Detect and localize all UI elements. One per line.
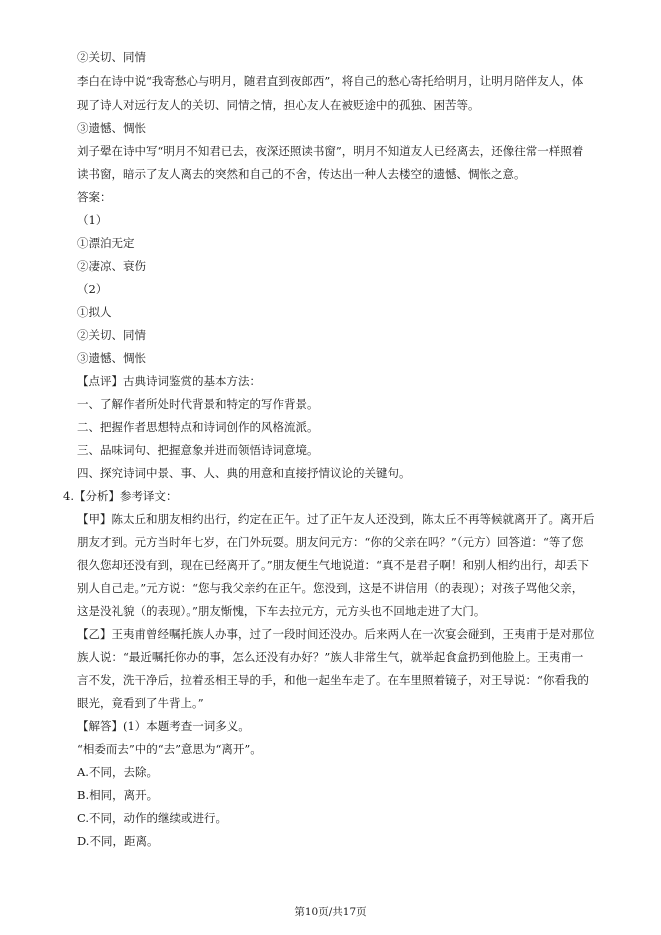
text-line: 眼光，竟看到了牛背上。” [77, 696, 204, 710]
text-line: 三、品味词句、把握意象并进而领悟诗词意境。 [77, 443, 319, 457]
text-line: 二、把握作者思想特点和诗词创作的风格流派。 [77, 420, 319, 434]
page-number-footer: 第10页/共17页 [294, 906, 367, 918]
text-line: 读书窗，暗示了友人离去的突然和自己的不舍，传达出一种人去楼空的遗憾、惆怅之意。 [77, 167, 526, 181]
text-line: 李白在诗中说“我寄愁心与明月，随君直到夜郎西”，将自己的愁心寄托给明月，让明月陪伴友人，体 [77, 74, 584, 88]
text-line: 现了诗人对远行友人的关切、同情之情，担心友人在被贬途中的孤独、困苦等。 [77, 98, 480, 112]
text-line: ③遗憾、惆怅 [77, 351, 146, 365]
text-line: 刘子翚在诗中写“明月不知君已去，夜深还照读书窗”，明月不知道友人已经离去，还像往常一样照着 [77, 144, 584, 158]
text-line: 别人自己走。”元方说：“您与我父亲约在正午。您没到，这是不讲信用（的表现）；对孩子骂他父亲， [77, 581, 584, 595]
text-line: （2） [77, 282, 108, 296]
text-line: 答案： [77, 190, 112, 204]
text-line: 很久您却还没有到，现在已经离开了。”朋友便生气地说道：“真不是君子啊！和别人相约出行，却丢下 [77, 558, 590, 572]
text-line: 4.【分析】参考译文： [63, 489, 178, 503]
text-line: ②关切、同情 [77, 50, 146, 64]
text-line: “相委而去”中的“去”意思为“离开”。 [77, 742, 262, 756]
text-line: B.相同，离开。 [77, 788, 159, 802]
text-line: ②关切、同情 [77, 328, 146, 342]
text-line: ①拟人 [77, 305, 112, 319]
text-line: ②凄凉、衰伤 [77, 259, 146, 273]
text-line: 【乙】王夷甫曾经嘱托族人办事，过了一段时间还没办。后来两人在一次宴会碰到，王夷甫于是对那位 [77, 627, 595, 641]
text-line: A.不同，去除。 [77, 765, 158, 779]
text-line: 【解答】(1）本题考查一词多义。 [77, 719, 250, 733]
text-line: ③遗憾、惆怅 [77, 121, 146, 135]
text-line: 朋友才到。元方当时年七岁，在门外玩耍。朋友问元方：“你的父亲在吗？”（元方）回答道：“等了您 [77, 535, 584, 549]
text-line: 【甲】陈太丘和朋友相约出行，约定在正午。过了正午友人还没到，陈太丘不再等候就离开了。离开后 [77, 512, 595, 526]
text-line: 一、了解作者所处时代背景和特定的写作背景。 [77, 397, 319, 411]
text-line: （1） [77, 213, 108, 227]
text-line: D.不同，距离。 [77, 834, 159, 848]
text-line: C.不同，动作的继续或进行。 [77, 811, 228, 825]
text-line: 【点评】古典诗词鉴赏的基本方法： [77, 374, 261, 388]
text-line: 言不发，洗干净后，拉着丞相王导的手，和他一起坐车走了。在车里照着镜子，对王导说：“你看我的 [77, 673, 589, 687]
text-line: 族人说：“最近嘱托你办的事，怎么还没有办好？”族人非常生气，就举起食盒扔到他脸上。王夷甫一 [77, 650, 584, 664]
text-line: 四、探究诗词中景、事、人、典的用意和直接抒情议论的关键句。 [77, 466, 411, 480]
text-line: ①漂泊无定 [77, 236, 135, 250]
text-line: 这是没礼貌（的表现）。”朋友惭愧，下车去拉元方，元方头也不回地走进了大门。 [77, 604, 486, 618]
